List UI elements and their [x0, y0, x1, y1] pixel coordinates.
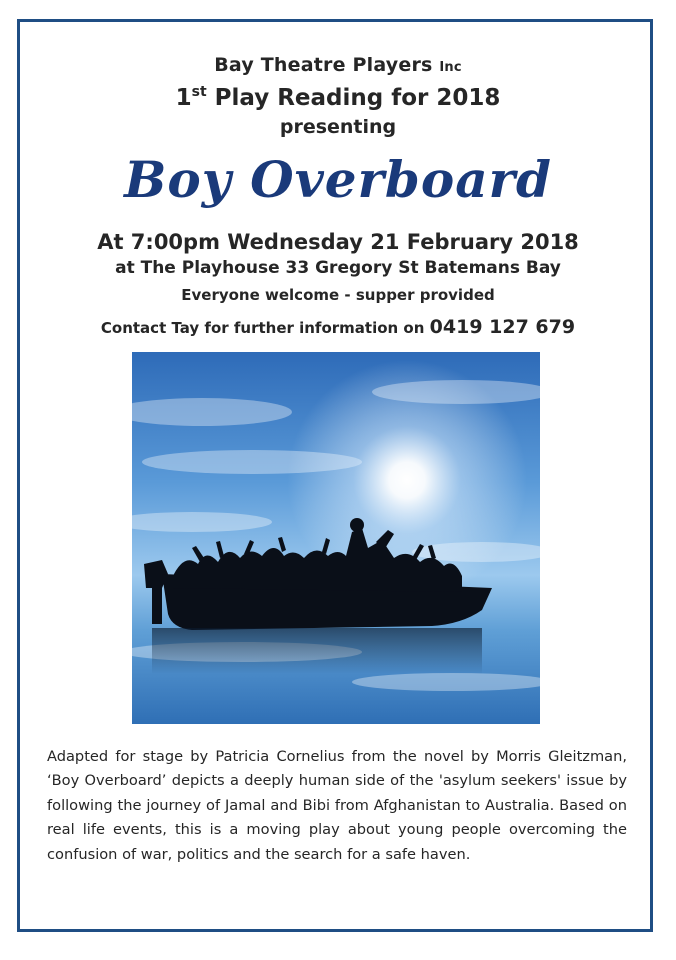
event-datetime: At 7:00pm Wednesday 21 February 2018 [97, 230, 579, 254]
reading-text: Play Reading for 2018 [214, 85, 501, 111]
event-welcome: Everyone welcome - supper provided [181, 286, 495, 304]
reading-heading [0, 85, 676, 111]
event-venue: at The Playhouse 33 Gregory St Batemans Bay [115, 258, 561, 278]
reading-ordinal-number: 1 [175, 85, 192, 111]
organisation-heading [0, 54, 676, 76]
play-description: Adapted for stage by Patricia Cornelius from the novel by Morris Gleitzman, ‘Boy Overboard’ depicts a deeply human side of the 'asylum seekers' issue by following the journey of Jamal and Bibi from Afghanistan to Australia. Based on real life events, this is a moving play about young people overcoming the confusion of war, politics and the search for a safe haven. [47, 748, 627, 863]
boat-silhouette-image [132, 352, 540, 724]
contact-phone: 0419 127 679 [429, 316, 576, 338]
reading-ordinal-suffix: st [191, 84, 207, 100]
boat-silhouette-photo [132, 352, 540, 724]
organisation-name: Bay Theatre Players [214, 54, 433, 76]
organisation-suffix: Inc [439, 60, 462, 75]
presenting-label: presenting [279, 116, 397, 138]
play-title: Boy Overboard [124, 150, 552, 209]
contact-text: Contact Tay for further information on [100, 319, 425, 337]
contact-line [0, 316, 676, 338]
